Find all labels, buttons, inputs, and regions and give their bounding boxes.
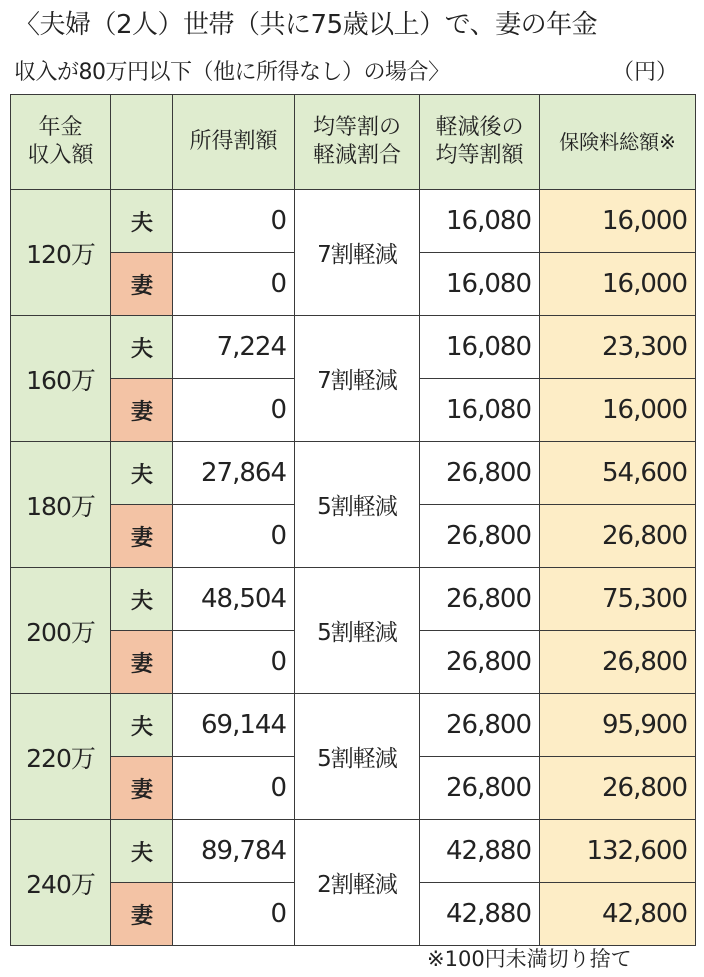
- table-title-line-2: 収入が80万円以下（他に所得なし）の場合〉: [14, 60, 450, 85]
- header-reduction-rate: 均等割の 軽減割合: [295, 95, 420, 190]
- header-premium-total: 保険料総額※: [540, 95, 696, 190]
- reduced-equal-cell: 26,800: [420, 757, 540, 820]
- income-split-cell: 7,224: [173, 316, 295, 379]
- reduced-equal-cell: 16,080: [420, 379, 540, 442]
- header-person: [111, 95, 173, 190]
- reduction-rate-cell: 7割軽減: [295, 316, 420, 442]
- reduced-equal-cell: 26,800: [420, 568, 540, 631]
- pension-income-cell: 180万: [11, 442, 111, 568]
- footnote: ※100円未満切り捨て: [427, 947, 632, 971]
- table-title-line-1: 〈夫婦（2人）世帯（共に75歳以上）で、妻の年金: [14, 10, 598, 40]
- reduced-equal-cell: 42,880: [420, 820, 540, 883]
- premium-total-cell: 42,800: [540, 883, 696, 946]
- table-row: [11, 568, 696, 631]
- income-split-cell: 0: [173, 505, 295, 568]
- reduction-rate-cell: 2割軽減: [295, 820, 420, 946]
- income-split-cell: 69,144: [173, 694, 295, 757]
- table-row: [11, 442, 696, 505]
- wife-label-cell: 妻: [111, 757, 173, 820]
- pension-income-cell: 160万: [11, 316, 111, 442]
- income-split-cell: 27,864: [173, 442, 295, 505]
- reduced-equal-cell: 26,800: [420, 505, 540, 568]
- premium-total-cell: 75,300: [540, 568, 696, 631]
- header-pension-income: 年金 収入額: [11, 95, 111, 190]
- reduced-equal-cell: 16,080: [420, 253, 540, 316]
- income-split-cell: 48,504: [173, 568, 295, 631]
- reduction-rate-cell: 5割軽減: [295, 568, 420, 694]
- reduced-equal-cell: 26,800: [420, 442, 540, 505]
- header-income-split: 所得割額: [173, 95, 295, 190]
- premium-total-cell: 23,300: [540, 316, 696, 379]
- premium-table: [10, 94, 696, 946]
- wife-label-cell: 妻: [111, 883, 173, 946]
- reduced-equal-cell: 26,800: [420, 694, 540, 757]
- reduction-rate-cell: 7割軽減: [295, 190, 420, 316]
- husband-label-cell: 夫: [111, 568, 173, 631]
- unit-label: （円）: [612, 60, 679, 85]
- wife-label-cell: 妻: [111, 379, 173, 442]
- premium-total-cell: 132,600: [540, 820, 696, 883]
- income-split-cell: 0: [173, 883, 295, 946]
- premium-total-cell: 16,000: [540, 253, 696, 316]
- table-header-row: [11, 95, 696, 190]
- income-split-cell: 0: [173, 757, 295, 820]
- wife-label-cell: 妻: [111, 505, 173, 568]
- premium-total-cell: 26,800: [540, 757, 696, 820]
- premium-total-cell: 54,600: [540, 442, 696, 505]
- reduced-equal-cell: 16,080: [420, 316, 540, 379]
- reduction-rate-cell: 5割軽減: [295, 694, 420, 820]
- table-row: [11, 694, 696, 757]
- income-split-cell: 0: [173, 379, 295, 442]
- reduced-equal-cell: 42,880: [420, 883, 540, 946]
- income-split-cell: 0: [173, 253, 295, 316]
- table-row: [11, 820, 696, 883]
- table-body: [11, 190, 696, 946]
- premium-total-cell: 16,000: [540, 190, 696, 253]
- wife-label-cell: 妻: [111, 253, 173, 316]
- income-split-cell: 0: [173, 190, 295, 253]
- reduction-rate-cell: 5割軽減: [295, 442, 420, 568]
- header-reduced-equal: 軽減後の 均等割額: [420, 95, 540, 190]
- husband-label-cell: 夫: [111, 316, 173, 379]
- premium-total-cell: 16,000: [540, 379, 696, 442]
- pension-income-cell: 220万: [11, 694, 111, 820]
- husband-label-cell: 夫: [111, 820, 173, 883]
- husband-label-cell: 夫: [111, 190, 173, 253]
- wife-label-cell: 妻: [111, 631, 173, 694]
- table-row: [11, 316, 696, 379]
- pension-income-cell: 200万: [11, 568, 111, 694]
- pension-income-cell: 240万: [11, 820, 111, 946]
- income-split-cell: 0: [173, 631, 295, 694]
- husband-label-cell: 夫: [111, 442, 173, 505]
- pension-income-cell: 120万: [11, 190, 111, 316]
- premium-total-cell: 26,800: [540, 505, 696, 568]
- premium-total-cell: 26,800: [540, 631, 696, 694]
- premium-total-cell: 95,900: [540, 694, 696, 757]
- reduced-equal-cell: 26,800: [420, 631, 540, 694]
- table-row: [11, 190, 696, 253]
- income-split-cell: 89,784: [173, 820, 295, 883]
- reduced-equal-cell: 16,080: [420, 190, 540, 253]
- husband-label-cell: 夫: [111, 694, 173, 757]
